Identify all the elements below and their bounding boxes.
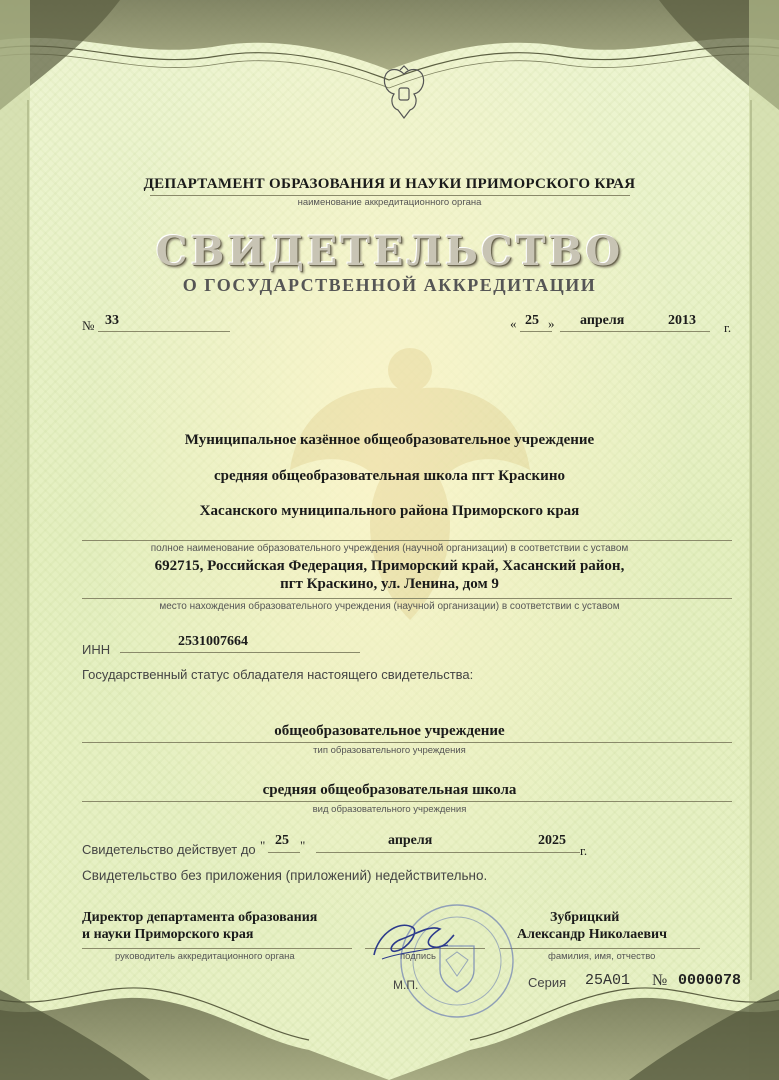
validity-day: 25	[275, 833, 289, 848]
validity-note: Свидетельство без приложения (приложений) недействительно.	[82, 868, 488, 883]
inn-underline	[120, 652, 360, 653]
handwritten-signature	[368, 915, 458, 965]
authority-caption: наименование аккредитационного органа	[297, 197, 482, 208]
signer-name: Александр Николаевич	[517, 927, 667, 942]
institution-line-1: Муниципальное казённое общеобразовательное учреждение	[184, 432, 595, 448]
institution-kind-underline	[82, 801, 732, 802]
signer-position-caption: руководитель аккредитационного органа	[115, 951, 295, 962]
issue-day-underline	[520, 331, 552, 332]
institution-line-2: средняя общеобразовательная школа пгт Краскино	[214, 468, 565, 484]
institution-underline	[82, 540, 732, 541]
certificate-subtitle: О ГОСУДАРСТВЕННОЙ АККРЕДИТАЦИИ	[182, 275, 597, 295]
signer-position-line-1: Директор департамента образования	[82, 910, 318, 925]
stamp-place-label: М.П.	[393, 978, 419, 992]
institution-caption: полное наименование образовательного учреждения (научной организации) в соответствии с уставом	[150, 543, 629, 554]
institution-kind-caption: вид образовательного учреждения	[312, 804, 467, 815]
authority-name: ДЕПАРТАМЕНТ ОБРАЗОВАНИЯ И НАУКИ ПРИМОРСКОГО КРАЯ	[143, 176, 636, 192]
validity-day-underline	[268, 852, 300, 853]
coat-of-arms-icon	[378, 64, 430, 122]
issue-year: 2013	[668, 313, 696, 328]
validity-year: 2025	[538, 833, 566, 848]
institution-type-value: общеобразовательное учреждение	[274, 723, 505, 739]
number-prefix: №	[82, 318, 95, 333]
number-underline	[98, 331, 230, 332]
status-label: Государственный статус обладателя настоящего свидетельства:	[82, 667, 474, 682]
validity-close-quote: "	[300, 838, 306, 853]
issue-date-open-quote: «	[510, 316, 517, 331]
inn-label: ИНН	[82, 642, 111, 657]
signer-name-caption: фамилия, имя, отчество	[548, 951, 656, 962]
address-caption: место нахождения образовательного учреждения (научной организации) в соответствии с уставом	[159, 601, 620, 612]
institution-line-3: Хасанского муниципального района Приморского края	[199, 503, 580, 519]
certificate-number: 33	[105, 313, 119, 328]
series-label: Серия	[528, 975, 567, 990]
issue-month: апреля	[580, 313, 625, 328]
institution-type-underline	[82, 742, 732, 743]
series-value: 25А01	[585, 972, 631, 989]
issue-date-suffix: г.	[724, 320, 732, 335]
validity-label: Свидетельство действует до	[82, 842, 256, 857]
signer-surname: Зубрицкий	[550, 910, 620, 925]
address-underline	[82, 598, 732, 599]
institution-kind-value: средняя общеобразовательная школа	[262, 782, 517, 798]
validity-suffix: г.	[580, 843, 588, 858]
institution-type-caption: тип образовательного учреждения	[313, 745, 466, 756]
validity-open-quote: "	[260, 838, 266, 853]
signer-position-line-2: и науки Приморского края	[82, 927, 254, 942]
inn-value: 2531007664	[178, 634, 248, 649]
series-number-prefix: №	[652, 972, 668, 989]
certificate-title: СВИДЕТЕЛЬСТВО	[155, 228, 624, 275]
authority-underline	[150, 195, 630, 196]
signer-position-underline	[82, 948, 352, 949]
validity-date-underline	[316, 852, 580, 853]
signature-caption: подпись	[400, 951, 436, 962]
issue-day: 25	[525, 313, 539, 328]
issue-date-underline	[560, 331, 710, 332]
validity-month: апреля	[388, 833, 433, 848]
address-line-2: пгт Краскино, ул. Ленина, дом 9	[280, 576, 499, 592]
series-number: 0000078	[678, 972, 742, 989]
signer-name-underline	[500, 948, 700, 949]
address-line-1: 692715, Российская Федерация, Приморский край, Хасанский район,	[154, 558, 625, 574]
issue-date-close-quote: »	[548, 316, 555, 331]
